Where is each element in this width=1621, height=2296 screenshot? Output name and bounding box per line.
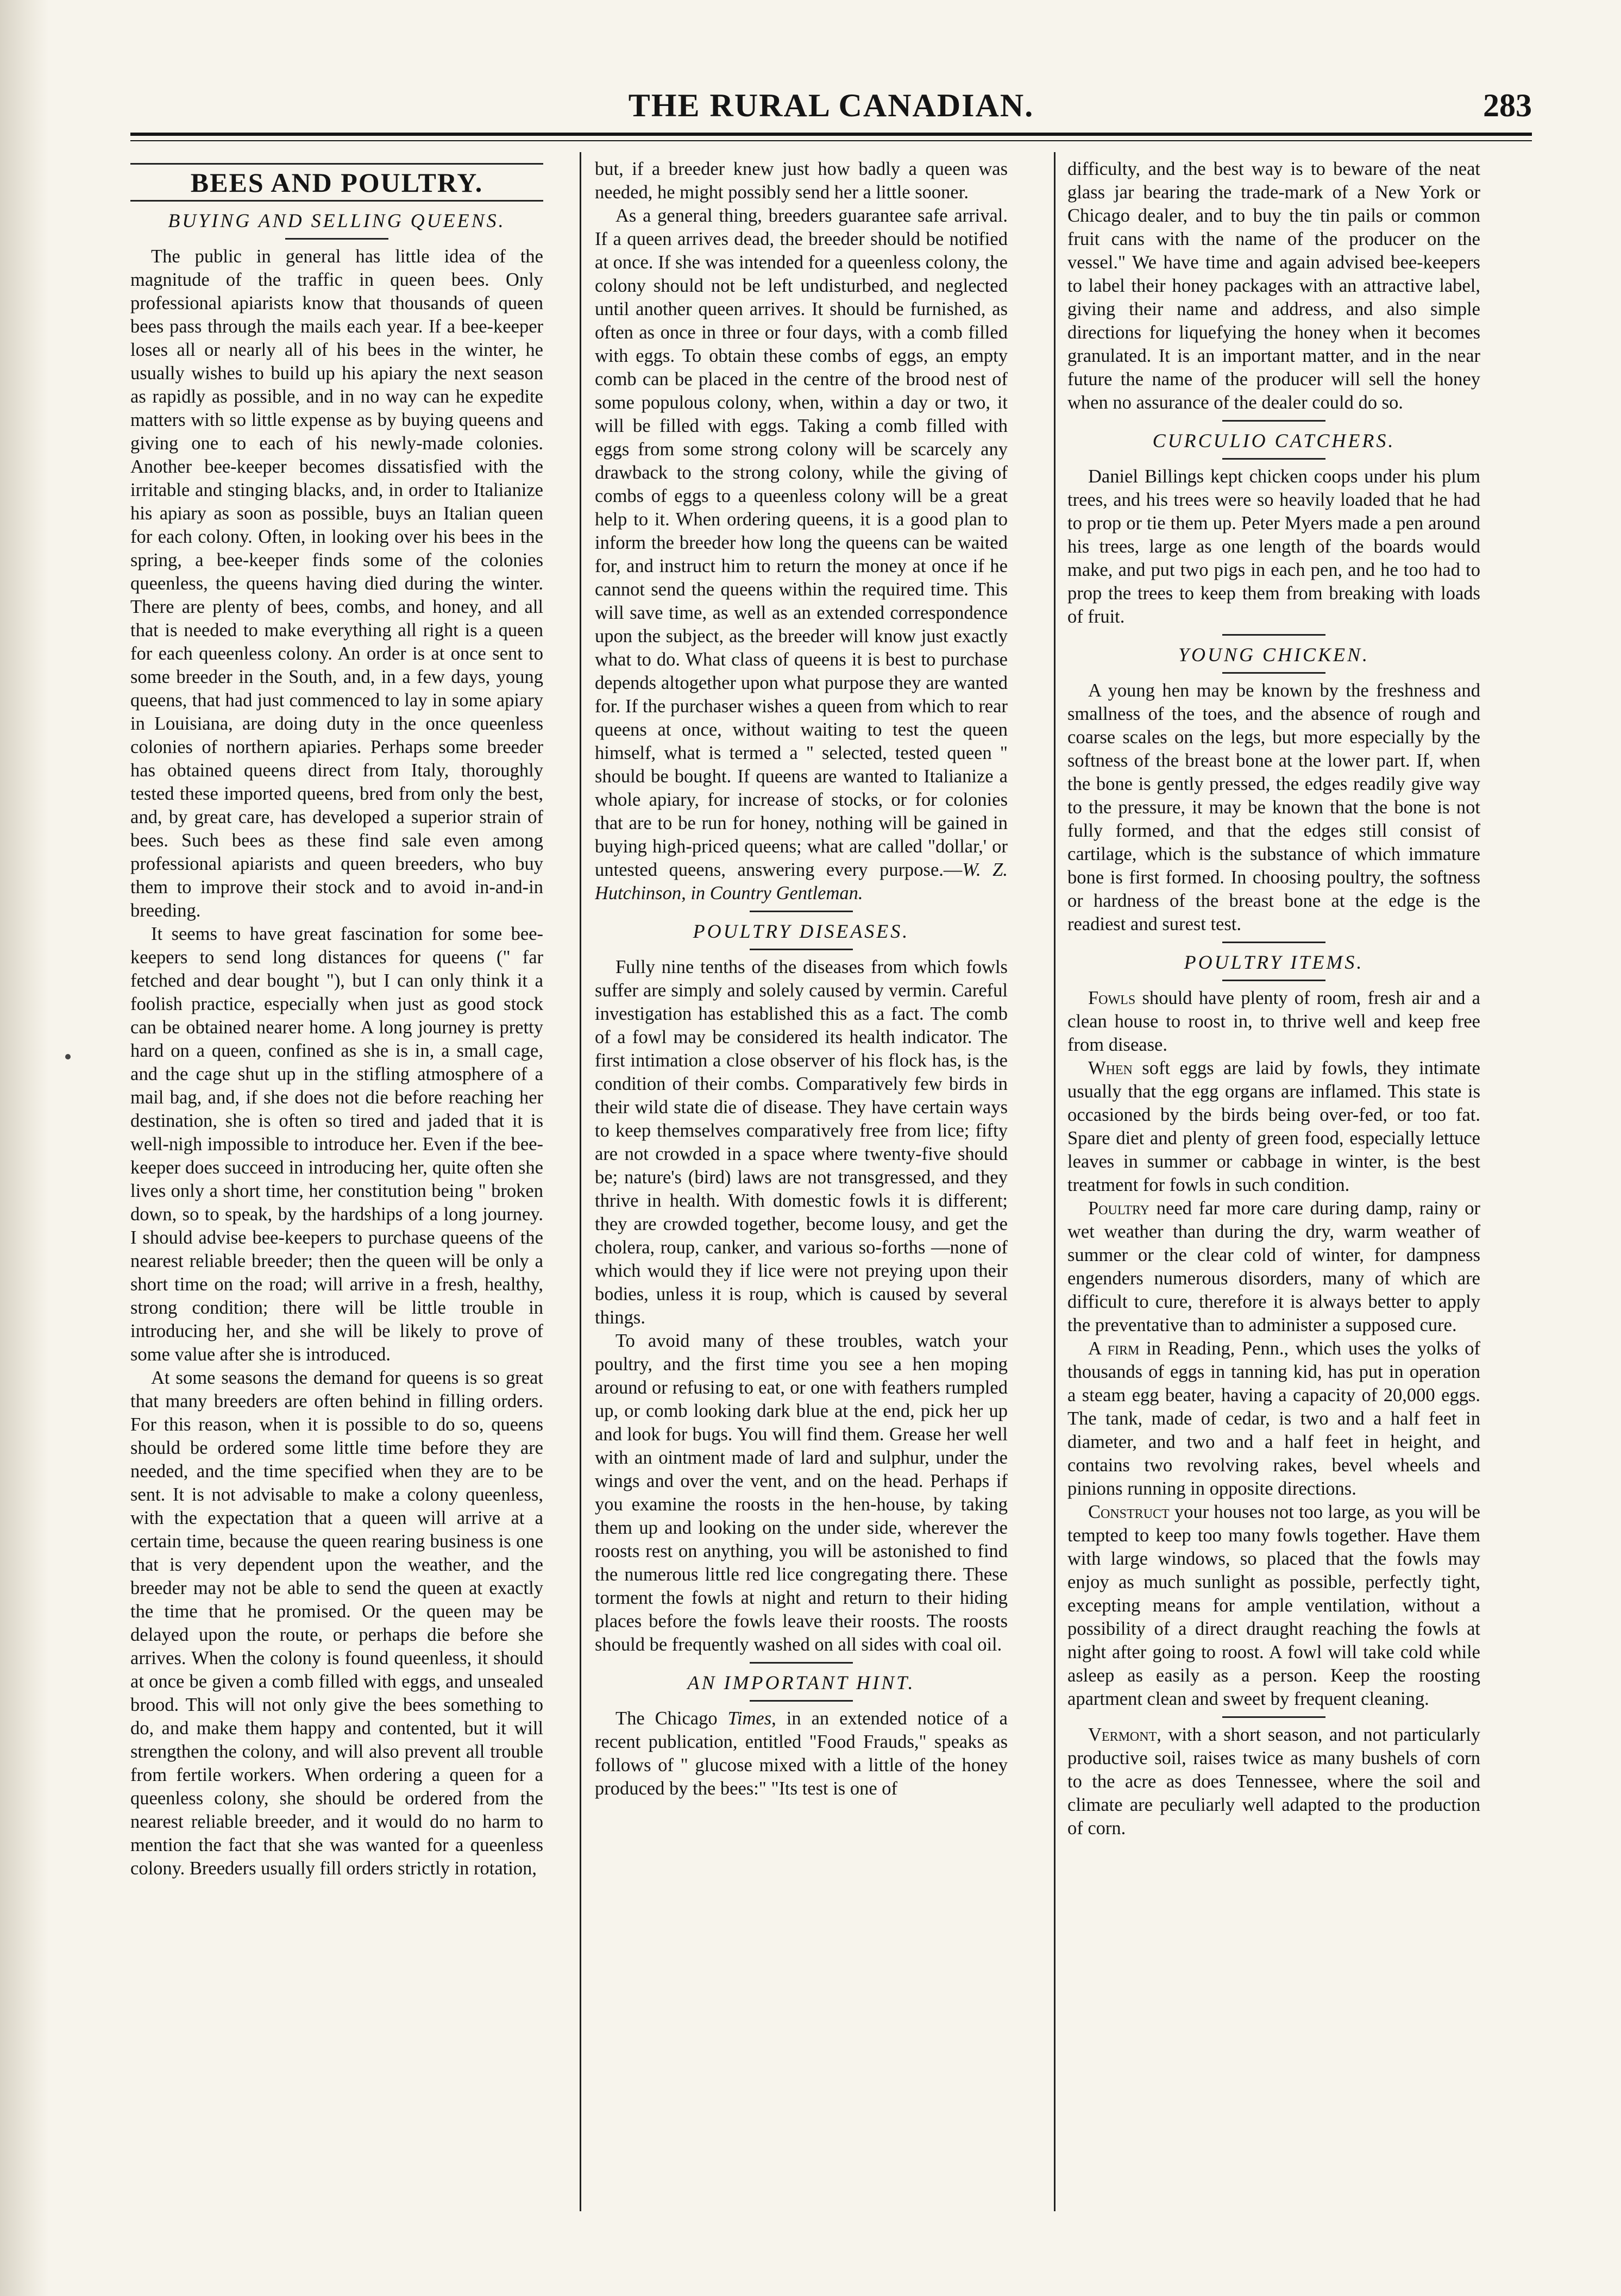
item-lead: A firm [1088, 1338, 1140, 1359]
article-text: , in an extended notice of a recent publication, entitled "Food Frauds," speaks as follows of " glucose mixed with a little of the honey produced by the bees:" "Its test is one of [595, 1708, 1008, 1799]
newspaper-name: Times [727, 1708, 772, 1729]
article-rule [750, 949, 853, 950]
article-rule [750, 911, 853, 912]
item-paragraph [1067, 1197, 1480, 1337]
column-3 [1067, 158, 1480, 2222]
article-paragraph [595, 204, 1008, 905]
article-rule [1222, 634, 1325, 636]
column-1 [130, 158, 543, 2222]
item-paragraph [1067, 1723, 1480, 1840]
header-rule-thick [130, 133, 1532, 136]
article-rule [750, 1700, 853, 1702]
item-text: in Reading, Penn., which uses the yolks of thousands of eggs in tanning kid, has put in operation a steam egg beater, having a capacity of 20,000 eggs. The tank, made of cedar, is two and a half feet in diameter, and two and a half feet in height, and contains two revolving rakes, bevel wheels and pinions running in opposite directions. [1067, 1338, 1480, 1499]
article-rule [1222, 980, 1325, 981]
article-rule [750, 1662, 853, 1664]
item-paragraph [1067, 1337, 1480, 1501]
article-text: The Chicago [615, 1708, 718, 1729]
item-paragraph [1067, 1057, 1480, 1197]
page-binding-edge [0, 0, 49, 2296]
article-heading-hint: AN IMPORTANT HINT. [687, 1672, 915, 1693]
article-rule [285, 238, 388, 240]
article-paragraph: difficulty, and the best way is to beware of the neat glass jar bearing the trade-mark of a New York or Chicago dealer, and to buy the tin pails or common fruit cans with the name of the producer on the vessel." We have time and again advised bee-keepers to label their honey packages with an attractive label, giving their name and address, and also simple directions for liquefying the honey when it becomes granulated. It is an important matter, and in the near future the name of the producer will sell the honey when no assurance of the dealer could do so. [1067, 159, 1480, 413]
article-rule [1222, 942, 1325, 943]
article-paragraph: The public in general has little idea of the magnitude of the traffic in queen bees. Only professional apiarists know that thousands of queen bees pass through the mails each year. If a bee-keeper loses all or nearly all of his bees in the winter, he usually wishes to build up his apiary the next season as rapidly as possible, and in no way can he expedite matters with so little expense as by buying queens and giving one to each of his newly-made colonies. Another bee-keeper becomes dissatisfied with the irritable and stinging blacks, and, in order to Italianize his apiary as soon as possible, buys an Italian queen for each colony. Often, in looking over his bees in the spring, a bee-keeper finds some of the colonies queenless, the queens having died during the winter. There are plenty of bees, combs, and honey, and all that is needed to make everything all right is a queen for each queenless colony. An order is at once sent to some breeder in the South, and, in a few days, young queens, that had just commenced to lay in some apiary in Louisiana, are doing duty in the once queenless colonies of northern apiaries. Perhaps some breeder has obtained queens direct from Italy, thoroughly tested these imported queens, bred from only the best, and, by great care, has developed a superior strain of bees. Such bees as these find sale even among professional apiarists and queen breeders, who buy them to improve their stock and to avoid in-and-in breeding. [130, 246, 543, 921]
header-rule-thin [130, 140, 1532, 141]
section-rule [130, 200, 543, 202]
item-text: need far more care during damp, rainy or wet weather than during the dry, warm weather of summer or the clear cold of winter, for dampness engenders numerous disorders, many of which are difficult to cure, therefore it is always better to apply the preventative than to administer a supposed cure. [1067, 1198, 1480, 1335]
item-lead: When [1088, 1058, 1133, 1078]
item-lead: Fowls [1088, 988, 1136, 1008]
article-rule [1222, 458, 1325, 460]
section-rule [130, 163, 543, 165]
article-heading-young-chicken: YOUNG CHICKEN. [1178, 644, 1370, 666]
article-rule [1222, 672, 1325, 674]
item-paragraph [1067, 1501, 1480, 1711]
article-paragraph: Fully nine tenths of the diseases from which fowls suffer are simply and solely caused by vermin. Careful investigation has established this as a fact. The comb of a fowl may be considered its health indicator. The first intimation a close observer of his flock has, is the condition of their combs. Comparatively few birds in their wild state die of disease. They have certain ways to keep themselves comparatively free from lice; fifty are not crowded in a space where twenty-five should be; nature's (bird) laws are not transgressed, and they thrive in health. With domestic fowls it is different; they are crowded together, become lousy, and get the cholera, roup, canker, and various so-forths —none of which would they if lice were not preying upon their bodies, unless it is roup, which is caused by several things. [595, 957, 1008, 1328]
item-text: , with a short season, and not particularly productive soil, raises twice as many bushels of corn to the acre as does Tennessee, where the soil and climate are peculiarly well adapted to the production of corn. [1067, 1724, 1480, 1839]
article-paragraph: It seems to have great fascination for some bee-keepers to send long distances for queens (" far fetched and dear bought "), but I can only think it a foolish practice, especially when just as good stock can be obtained nearer home. A long journey is pretty hard on a queen, confined as she is in, a small cage, and the cage shut up in the stifling atmosphere of a mail bag, and, if she does not die before reaching her destination, she is often so tired and jaded that it is well-nigh impossible to introduce her. Even if the bee-keeper does succeed in introducing her, quite often she lives only a short time, her constitution being " broken down, so to speak, by the hardships of a long journey. I should advise bee-keepers to purchase queens of the nearest reliable breeder; then the queen will be only a short time on the road; will arrive in a fresh, healthy, strong condition; there will be little trouble in introducing her, and she will be likely to prove of some value after she is introduced. [130, 924, 543, 1365]
item-text: your houses not too large, as you will be tempted to keep too many fowls together. Have them with large windows, so placed that the fowls may enjoy as much sunlight as possible, perfectly tight, excepting means for ample ventilation, without a possibility of a direct draught reaching the fowls at night after going to roost. A fowl will take cold while asleep as easily as a person. Keep the roosting apartment clean and sweet by frequent cleaning. [1067, 1502, 1480, 1709]
article-paragraph: but, if a breeder knew just how badly a queen was needed, he might possibly send her a little sooner. [595, 159, 1008, 203]
masthead-title: THE RURAL CANADIAN. [628, 87, 1034, 123]
item-text: should have plenty of room, fresh air and a clean house to roost in, to thrive well and keep free from disease. [1067, 988, 1480, 1055]
article-paragraph [595, 1707, 1008, 1801]
margin-dot [65, 1054, 71, 1059]
item-text: soft eggs are laid by fowls, they intimate usually that the egg organs are inflamed. This state is occasioned by the birds being over-fed, or too fat. Spare diet and plenty of green food, especially lettuce leaves in summer or cabbage in winter, is the best treatment for fowls in such condition. [1067, 1058, 1480, 1195]
article-text: As a general thing, breeders guarantee safe arrival. If a queen arrives dead, the breeder should be notified at once. If she was intended for a queenless colony, the colony should not be left undisturbed, and neglected until another queen arrives. It should be furnished, as often as once in three or four days, with a comb filled with eggs. To obtain these combs of eggs, an empty comb can be placed in the centre of the brood nest of some populous colony, when, within a day or two, it will be filled with eggs. Taking a comb filled with eggs from some strong colony will be scarcely any drawback to the strong colony, while the giving of combs of eggs to a queenless colony will be a great help to it. When ordering queens, it is a good plan to inform the breeder how long the queens can be waited for, and instruct him to return the money at once if he cannot send the queens within the required time. This will save time, as well as an extended correspondence upon the subject, as the breeder will know just exactly what to do. What class of queens it is best to purchase depends altogether upon what purpose they are wanted for. If the purchaser wishes a queen from which to rear queens at once, without waiting to test the queen himself, what is termed a " selected, tested queen " should be bought. If queens are wanted to Italianize a whole apiary, for increase of stocks, or for colonies that are to be run for honey, nothing will be gained in buying high-priced queens; what are called "dollar,' or untested queens, answering every purpose.— [595, 205, 1008, 880]
article-signature: W. Z. Hutchinson, in Country Gentleman. [595, 860, 1008, 904]
article-paragraph: Daniel Billings kept chicken coops under his plum trees, and his trees were so heavily loaded that he had to prop or tie them up. Peter Myers made a pen around his trees, large as one length of the boards would make, and put two pigs in each pen, and he too had to prop the trees to keep them from breaking with loads of fruit. [1067, 466, 1480, 627]
item-lead: Construct [1088, 1502, 1170, 1522]
article-heading-curculio: CURCULIO CATCHERS. [1152, 430, 1396, 451]
article-heading-poultry-items: POULTRY ITEMS. [1184, 951, 1364, 973]
column-divider [1054, 152, 1055, 2211]
article-paragraph: At some seasons the demand for queens is so great that many breeders are often behind in filling orders. For this reason, when it is possible to do so, queens should be ordered some little time before they are needed, and the time specified when they are to be sent. It is not advisable to make a colony queenless, with the expectation that a queen will arrive at a certain time, because the queen rearing business is one that is very dependent upon the weather, and the breeder may not be able to send the queen at exactly the time that he promised. Or the queen may be delayed upon the route, or perhaps die before she arrives. When the colony is found queenless, it should at once be given a comb filled with eggs, and unsealed brood. This will not only give the bees something to do, and make them happy and contented, but it will strengthen the colony, and will also prevent all trouble from fertile workers. When ordering a queen for a queenless colony, she should be ordered from the nearest reliable breeder, and it would do no harm to mention the fact that she was wanted for a queenless colony. Breeders usually fill orders strictly in rotation, [130, 1367, 543, 1879]
section-heading-bees: BEES AND POULTRY. [190, 167, 483, 198]
item-lead: Poultry [1088, 1198, 1149, 1219]
column-2 [595, 158, 1008, 2222]
column-divider [580, 152, 581, 2211]
item-lead: Vermont [1088, 1724, 1157, 1745]
article-paragraph: To avoid many of these troubles, watch your poultry, and the first time you see a hen moping around or refusing to eat, or one with feathers rumpled up, or comb looking dark blue at the end, pick her up and look for bugs. You will find them. Grease her well with an ointment made of lard and sulphur, under the wings and over the vent, and on the head. Perhaps if you examine the roosts in the hen-house, by taking them up and looking on the under side, wherever the roosts rest on anything, you will be astonished to find the numerous little red lice congregating there. These torment the fowls at night and return to their hiding places before the fowls leave their roosts. The roosts should be frequently washed on all sides with coal oil. [595, 1331, 1008, 1655]
page-number: 283 [1483, 87, 1532, 123]
article-heading-queens: BUYING AND SELLING QUEENS. [168, 210, 506, 231]
article-heading-poultry-diseases: POULTRY DISEASES. [693, 920, 910, 942]
item-paragraph [1067, 987, 1480, 1057]
article-rule [1222, 1716, 1325, 1718]
article-paragraph: A young hen may be known by the freshness and smallness of the toes, and the absence of rough and coarse scales on the legs, but more especially by the softness of the breast bone at the lower part. If, when the bone is gently pressed, the edges readily give way to the pressure, it may be known that the bone is not fully formed, and that the edges still consist of cartilage, which is the substance of which immature bone is first formed. In choosing poultry, the softness or hardness of the breast bone at the edge is the readiest and surest test. [1067, 680, 1480, 934]
article-rule [1222, 420, 1325, 422]
